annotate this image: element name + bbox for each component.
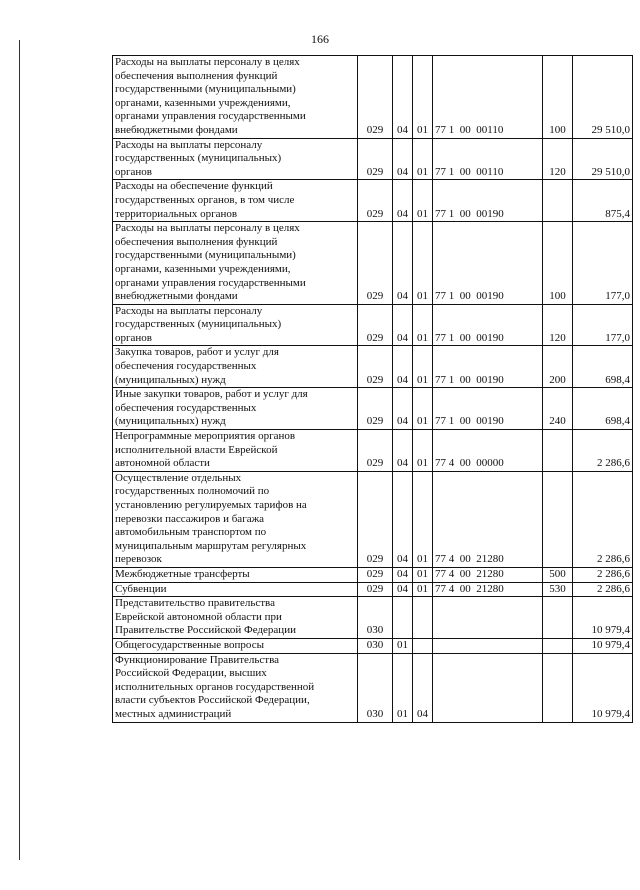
cell-rz: 04	[393, 180, 413, 222]
cell-pr	[413, 638, 433, 653]
cell-name-line: Представительство правительства	[115, 597, 275, 610]
cell-pr: 01	[413, 346, 433, 388]
cell-vr	[543, 471, 573, 567]
table-row	[113, 346, 633, 388]
cell-rz: 01	[393, 638, 413, 653]
cell-sum: 10 979,4	[573, 597, 633, 639]
cell-cs: 77 1 00 00190	[433, 346, 543, 388]
cell-rz: 04	[393, 138, 413, 180]
cell-gr: 030	[358, 638, 393, 653]
table-row	[113, 430, 633, 472]
cell-gr: 029	[358, 138, 393, 180]
cell-gr: 030	[358, 597, 393, 639]
cell-name-line: Непрограммные мероприятия органов	[115, 430, 296, 443]
cell-name-line: исполнительных органов государственной	[115, 680, 315, 693]
cell-vr: 530	[543, 582, 573, 597]
cell-name	[113, 582, 358, 597]
cell-vr: 120	[543, 304, 573, 346]
cell-name	[113, 388, 358, 430]
cell-name-line: установлению регулируемых тарифов на	[115, 499, 307, 511]
cell-name-line: исполнительной власти Еврейской	[115, 443, 278, 456]
cell-name-line: перевозок	[115, 553, 162, 566]
table-row	[113, 56, 633, 139]
cell-gr: 029	[358, 582, 393, 597]
cell-pr: 01	[413, 222, 433, 305]
cell-sum: 698,4	[573, 346, 633, 388]
cell-name-line: Межбюджетные трансферты	[115, 567, 250, 580]
table-row	[113, 582, 633, 597]
cell-rz	[393, 597, 413, 639]
cell-name-line: органами управления государственными	[115, 276, 306, 289]
cell-sum: 2 286,6	[573, 471, 633, 567]
cell-rz: 04	[393, 567, 413, 582]
cell-name-line: Общегосударственные вопросы	[115, 638, 264, 651]
cell-name	[113, 56, 358, 139]
cell-name-line: автомобильным транспортом по	[115, 526, 267, 539]
cell-name-line: власти субъектов Российской Федерации,	[115, 694, 310, 707]
cell-cs: 77 1 00 00190	[433, 304, 543, 346]
cell-cs: 77 4 00 00000	[433, 430, 543, 472]
cell-cs: 77 4 00 21280	[433, 471, 543, 567]
cell-vr: 100	[543, 56, 573, 139]
cell-cs: 77 1 00 00190	[433, 180, 543, 222]
cell-name-line: автономной области	[115, 457, 210, 470]
cell-name-line: Субвенции	[115, 582, 167, 595]
cell-name-line: обеспечения выполнения функций	[115, 69, 278, 82]
cell-pr: 01	[413, 567, 433, 582]
cell-name-line: органов	[115, 331, 152, 344]
cell-rz: 04	[393, 582, 413, 597]
table-row	[113, 653, 633, 722]
table-row	[113, 471, 633, 567]
cell-name	[113, 430, 358, 472]
cell-pr: 01	[413, 304, 433, 346]
cell-name	[113, 471, 358, 567]
cell-sum: 698,4	[573, 388, 633, 430]
cell-name-line: перевозки пассажиров и багажа	[115, 512, 265, 525]
cell-sum: 2 286,6	[573, 430, 633, 472]
cell-pr: 01	[413, 471, 433, 567]
cell-sum: 2 286,6	[573, 582, 633, 597]
cell-cs: 77 1 00 00110	[433, 56, 543, 139]
cell-rz: 04	[393, 304, 413, 346]
table-row	[113, 638, 633, 653]
cell-name-line: Закупка товаров, работ и услуг для	[115, 346, 279, 359]
cell-cs: 77 1 00 00190	[433, 222, 543, 305]
cell-sum: 29 510,0	[573, 138, 633, 180]
budget-table	[112, 55, 633, 723]
table-row	[113, 388, 633, 430]
cell-name	[113, 346, 358, 388]
cell-vr	[543, 180, 573, 222]
cell-gr: 029	[358, 56, 393, 139]
cell-gr: 029	[358, 388, 393, 430]
cell-name-line: обеспечения выполнения функций	[115, 235, 278, 248]
cell-pr: 01	[413, 180, 433, 222]
cell-name	[113, 222, 358, 305]
cell-name-line: Функционирование Правительства	[115, 653, 280, 666]
cell-rz: 04	[393, 388, 413, 430]
cell-cs: 77 4 00 21280	[433, 582, 543, 597]
cell-name-line: Осуществление отдельных	[115, 471, 242, 484]
cell-gr: 029	[358, 567, 393, 582]
cell-name-line: (муниципальных) нужд	[115, 415, 226, 428]
cell-vr: 200	[543, 346, 573, 388]
cell-cs	[433, 597, 543, 639]
cell-vr: 120	[543, 138, 573, 180]
cell-pr	[413, 597, 433, 639]
cell-sum: 29 510,0	[573, 56, 633, 139]
table-row	[113, 597, 633, 639]
cell-rz: 04	[393, 222, 413, 305]
cell-name	[113, 653, 358, 722]
cell-gr: 029	[358, 430, 393, 472]
cell-name-line: Иные закупки товаров, работ и услуг для	[115, 388, 308, 401]
cell-gr: 030	[358, 653, 393, 722]
cell-name-line: Российской Федерации, высших	[115, 667, 267, 680]
cell-name-line: государственных (муниципальных)	[115, 318, 282, 331]
budget-table-body	[113, 56, 633, 723]
cell-name	[113, 180, 358, 222]
cell-name-line: обеспечения государственных	[115, 360, 257, 373]
cell-name-line: Правительстве Российской Федерации	[115, 624, 296, 637]
cell-rz: 04	[393, 430, 413, 472]
cell-vr: 100	[543, 222, 573, 305]
cell-gr: 029	[358, 304, 393, 346]
cell-name-line: внебюджетными фондами	[115, 123, 238, 136]
cell-gr: 029	[358, 346, 393, 388]
binding-margin-line	[19, 40, 20, 860]
cell-gr: 029	[358, 471, 393, 567]
cell-name-line: обеспечения государственных	[115, 401, 257, 414]
cell-name-line: местных администраций	[115, 707, 232, 720]
cell-pr: 01	[413, 582, 433, 597]
cell-name-line: государственными (муниципальными)	[115, 249, 296, 262]
cell-name-line: Расходы на обеспечение функций	[115, 180, 273, 193]
cell-cs	[433, 638, 543, 653]
cell-name-line: Расходы на выплаты персоналу в целях	[115, 222, 300, 235]
cell-gr: 029	[358, 180, 393, 222]
cell-sum: 875,4	[573, 180, 633, 222]
cell-vr	[543, 653, 573, 722]
cell-name-line: Расходы на выплаты персоналу	[115, 304, 263, 317]
cell-sum: 10 979,4	[573, 638, 633, 653]
cell-name-line: внебюджетными фондами	[115, 290, 238, 303]
cell-name-line: государственных органов, в том числе	[115, 193, 295, 206]
cell-name-line: органами, казенными учреждениями,	[115, 96, 291, 109]
cell-sum: 177,0	[573, 222, 633, 305]
table-row	[113, 567, 633, 582]
cell-cs: 77 1 00 00190	[433, 388, 543, 430]
cell-cs: 77 4 00 21280	[433, 567, 543, 582]
cell-name-line: органами управления государственными	[115, 110, 306, 123]
cell-vr	[543, 597, 573, 639]
cell-sum: 2 286,6	[573, 567, 633, 582]
cell-rz: 01	[393, 653, 413, 722]
cell-vr	[543, 638, 573, 653]
table-row	[113, 222, 633, 305]
cell-name	[113, 638, 358, 653]
cell-name-line: органами, казенными учреждениями,	[115, 262, 291, 275]
cell-rz: 04	[393, 56, 413, 139]
cell-name-line: Расходы на выплаты персоналу в целях	[115, 56, 300, 68]
cell-name-line: Еврейской автономной области при	[115, 610, 282, 623]
cell-pr: 01	[413, 138, 433, 180]
cell-name-line: государственных (муниципальных)	[115, 152, 282, 165]
cell-vr: 240	[543, 388, 573, 430]
cell-pr: 01	[413, 388, 433, 430]
cell-pr: 01	[413, 430, 433, 472]
cell-name-line: (муниципальных) нужд	[115, 373, 226, 386]
cell-name-line: государственными (муниципальными)	[115, 83, 296, 96]
table-row	[113, 304, 633, 346]
cell-name	[113, 597, 358, 639]
cell-cs	[433, 653, 543, 722]
table-row	[113, 180, 633, 222]
cell-rz: 04	[393, 471, 413, 567]
cell-sum: 10 979,4	[573, 653, 633, 722]
cell-pr: 04	[413, 653, 433, 722]
cell-name-line: Расходы на выплаты персоналу	[115, 138, 263, 151]
cell-rz: 04	[393, 346, 413, 388]
cell-name	[113, 304, 358, 346]
cell-name	[113, 567, 358, 582]
cell-name-line: органов	[115, 165, 152, 178]
cell-gr: 029	[358, 222, 393, 305]
cell-name-line: государственных полномочий по	[115, 485, 270, 498]
table-row	[113, 138, 633, 180]
cell-cs: 77 1 00 00110	[433, 138, 543, 180]
cell-vr: 500	[543, 567, 573, 582]
cell-pr: 01	[413, 56, 433, 139]
cell-name-line: территориальных органов	[115, 207, 238, 220]
page-number: 166	[311, 32, 329, 46]
cell-name	[113, 138, 358, 180]
cell-vr	[543, 430, 573, 472]
cell-name-line: муниципальным маршрутам регулярных	[115, 539, 307, 552]
cell-sum: 177,0	[573, 304, 633, 346]
